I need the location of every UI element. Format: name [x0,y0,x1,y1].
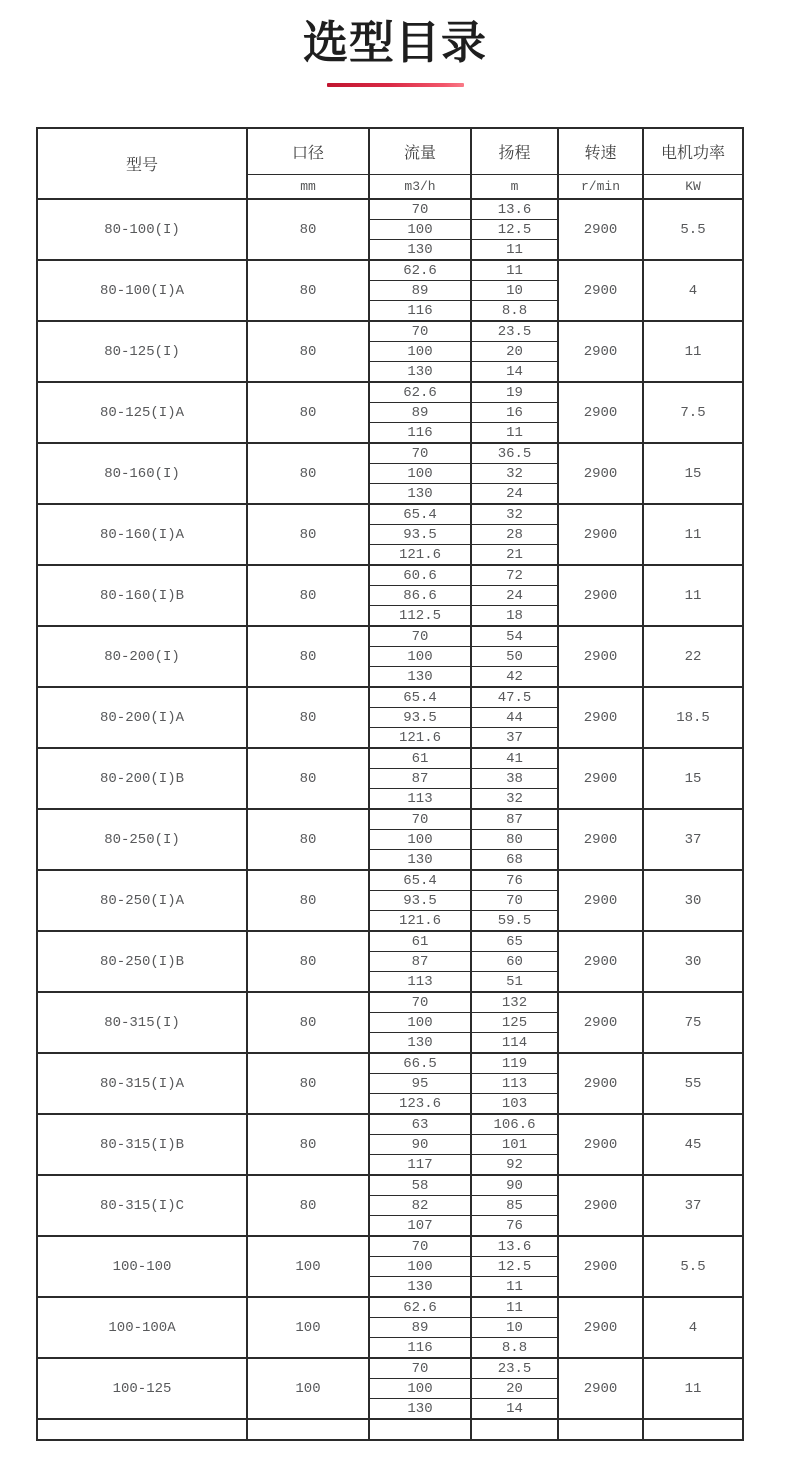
head-cell: 18 [471,606,558,627]
head-cell: 23.5 [471,321,558,342]
table-row [37,504,743,525]
flow-cell: 117 [369,1155,471,1176]
flow-cell: 130 [369,484,471,505]
table-row [37,1297,743,1318]
model-cell: 80-200(I) [37,626,247,687]
diameter-cell: 80 [247,321,369,382]
flow-cell: 60.6 [369,565,471,586]
diameter-cell: 80 [247,260,369,321]
power-cell: 11 [643,321,743,382]
speed-cell: 2900 [558,260,643,321]
diameter-cell: 80 [247,504,369,565]
flow-cell: 82 [369,1196,471,1216]
column-header-model: 型号 [37,128,247,199]
head-cell: 68 [471,850,558,871]
speed-cell: 2900 [558,809,643,870]
model-cell: 80-125(I)A [37,382,247,443]
speed-cell: 2900 [558,748,643,809]
speed-cell: 2900 [558,321,643,382]
model-cell: 100-100A [37,1297,247,1358]
speed-cell: 2900 [558,931,643,992]
diameter-cell: 80 [247,687,369,748]
head-cell: 24 [471,484,558,505]
speed-cell: 2900 [558,626,643,687]
flow-cell: 113 [369,789,471,810]
model-cell: 80-315(I)C [37,1175,247,1236]
diameter-cell: 100 [247,1297,369,1358]
model-cell: 80-315(I)B [37,1114,247,1175]
head-cell: 11 [471,260,558,281]
column-header-power: 电机功率 [643,128,743,175]
flow-cell: 130 [369,667,471,688]
head-cell: 14 [471,1399,558,1420]
flow-cell: 100 [369,1257,471,1277]
head-cell: 106.6 [471,1114,558,1135]
speed-cell: 2900 [558,1358,643,1419]
table-row [37,443,743,464]
head-cell: 13.6 [471,1236,558,1257]
diameter-cell: 100 [247,1236,369,1297]
power-cell: 5.5 [643,199,743,260]
head-cell: 114 [471,1033,558,1054]
model-cell: 80-250(I)A [37,870,247,931]
flow-cell: 113 [369,972,471,993]
diameter-cell: 80 [247,1114,369,1175]
flow-cell: 65.4 [369,687,471,708]
head-cell: 10 [471,281,558,301]
table-row [37,748,743,769]
head-cell: 11 [471,1297,558,1318]
model-cell: 80-160(I) [37,443,247,504]
flow-cell: 100 [369,830,471,850]
flow-cell: 130 [369,1277,471,1298]
flow-cell: 70 [369,321,471,342]
table-row [37,199,743,220]
diameter-cell: 80 [247,1053,369,1114]
power-cell: 11 [643,504,743,565]
unit-speed: r/min [558,175,643,200]
power-cell: 55 [643,1053,743,1114]
flow-cell: 95 [369,1074,471,1094]
flow-cell: 123.6 [369,1094,471,1115]
head-cell: 14 [471,362,558,383]
diameter-cell: 80 [247,870,369,931]
head-cell: 113 [471,1074,558,1094]
diameter-cell [247,1419,369,1440]
head-cell: 44 [471,708,558,728]
flow-cell: 112.5 [369,606,471,627]
table-row [37,626,743,647]
head-cell: 11 [471,1277,558,1298]
head-cell: 20 [471,342,558,362]
flow-cell: 130 [369,362,471,383]
model-cell: 80-100(I) [37,199,247,260]
head-cell: 38 [471,769,558,789]
flow-cell: 89 [369,403,471,423]
flow-cell [369,1419,471,1440]
flow-cell: 93.5 [369,708,471,728]
head-cell: 87 [471,809,558,830]
power-cell: 37 [643,809,743,870]
head-cell: 8.8 [471,1338,558,1359]
table-row [37,870,743,891]
head-cell: 132 [471,992,558,1013]
power-cell: 5.5 [643,1236,743,1297]
model-cell: 80-250(I)B [37,931,247,992]
head-cell: 19 [471,382,558,403]
table-row-clipped [37,1419,743,1440]
flow-cell: 70 [369,199,471,220]
model-cell: 80-200(I)B [37,748,247,809]
head-cell: 76 [471,870,558,891]
model-cell: 80-160(I)A [37,504,247,565]
flow-cell: 100 [369,647,471,667]
page-title: 选型目录 [302,16,487,69]
speed-cell: 2900 [558,870,643,931]
flow-cell: 130 [369,1399,471,1420]
model-cell: 100-100 [37,1236,247,1297]
head-cell: 60 [471,952,558,972]
flow-cell: 116 [369,423,471,444]
unit-head: m [471,175,558,200]
power-cell: 30 [643,870,743,931]
speed-cell: 2900 [558,1114,643,1175]
diameter-cell: 80 [247,1175,369,1236]
flow-cell: 70 [369,809,471,830]
head-cell: 119 [471,1053,558,1074]
head-cell: 54 [471,626,558,647]
power-cell: 11 [643,1358,743,1419]
power-cell: 4 [643,260,743,321]
head-cell: 32 [471,464,558,484]
head-cell: 50 [471,647,558,667]
model-cell: 80-315(I)A [37,1053,247,1114]
head-cell: 101 [471,1135,558,1155]
head-cell: 28 [471,525,558,545]
diameter-cell: 80 [247,931,369,992]
model-cell: 100-125 [37,1358,247,1419]
model-cell: 80-100(I)A [37,260,247,321]
table-row [37,687,743,708]
table-row [37,931,743,952]
flow-cell: 70 [369,1358,471,1379]
speed-cell: 2900 [558,199,643,260]
head-cell: 103 [471,1094,558,1115]
speed-cell: 2900 [558,1236,643,1297]
table-body [37,199,743,1440]
speed-cell: 2900 [558,1175,643,1236]
flow-cell: 87 [369,952,471,972]
unit-diameter: mm [247,175,369,200]
column-header-flow: 流量 [369,128,471,175]
model-cell: 80-200(I)A [37,687,247,748]
head-cell: 65 [471,931,558,952]
table-row [37,809,743,830]
column-header-speed: 转速 [558,128,643,175]
head-cell: 90 [471,1175,558,1196]
flow-cell: 90 [369,1135,471,1155]
table-row [37,1236,743,1257]
speed-cell: 2900 [558,504,643,565]
head-cell: 92 [471,1155,558,1176]
table-row [37,1175,743,1196]
flow-cell: 116 [369,301,471,322]
speed-cell [558,1419,643,1440]
flow-cell: 62.6 [369,260,471,281]
power-cell [643,1419,743,1440]
head-cell: 76 [471,1216,558,1237]
table-row [37,1358,743,1379]
flow-cell: 66.5 [369,1053,471,1074]
diameter-cell: 80 [247,809,369,870]
model-cell: 80-315(I) [37,992,247,1053]
flow-cell: 130 [369,1033,471,1054]
head-cell: 125 [471,1013,558,1033]
head-cell: 24 [471,586,558,606]
speed-cell: 2900 [558,565,643,626]
model-cell: 80-125(I) [37,321,247,382]
flow-cell: 100 [369,464,471,484]
table-row [37,260,743,281]
diameter-cell: 80 [247,199,369,260]
head-cell: 32 [471,789,558,810]
head-cell: 12.5 [471,220,558,240]
head-cell: 11 [471,423,558,444]
flow-cell: 93.5 [369,525,471,545]
head-cell: 85 [471,1196,558,1216]
head-cell: 51 [471,972,558,993]
diameter-cell: 80 [247,443,369,504]
flow-cell: 121.6 [369,911,471,932]
power-cell: 15 [643,748,743,809]
head-cell: 72 [471,565,558,586]
flow-cell: 100 [369,1379,471,1399]
flow-cell: 89 [369,281,471,301]
flow-cell: 130 [369,850,471,871]
power-cell: 37 [643,1175,743,1236]
flow-cell: 130 [369,240,471,261]
power-cell: 11 [643,565,743,626]
flow-cell: 63 [369,1114,471,1135]
speed-cell: 2900 [558,1297,643,1358]
speed-cell: 2900 [558,382,643,443]
flow-cell: 70 [369,992,471,1013]
power-cell: 4 [643,1297,743,1358]
unit-power: KW [643,175,743,200]
flow-cell: 87 [369,769,471,789]
head-cell: 41 [471,748,558,769]
table-row [37,565,743,586]
table-head [37,128,743,199]
diameter-cell: 80 [247,626,369,687]
head-cell: 42 [471,667,558,688]
flow-cell: 65.4 [369,504,471,525]
head-cell: 80 [471,830,558,850]
selection-table [36,127,744,1441]
head-cell: 16 [471,403,558,423]
head-cell: 70 [471,891,558,911]
flow-cell: 93.5 [369,891,471,911]
flow-cell: 86.6 [369,586,471,606]
head-cell: 37 [471,728,558,749]
head-cell: 8.8 [471,301,558,322]
table-row [37,321,743,342]
table-row [37,1053,743,1074]
head-cell: 32 [471,504,558,525]
head-cell [471,1419,558,1440]
head-cell: 47.5 [471,687,558,708]
flow-cell: 116 [369,1338,471,1359]
power-cell: 45 [643,1114,743,1175]
speed-cell: 2900 [558,1053,643,1114]
head-cell: 21 [471,545,558,566]
head-cell: 23.5 [471,1358,558,1379]
header-row [37,128,743,175]
flow-cell: 58 [369,1175,471,1196]
flow-cell: 121.6 [369,728,471,749]
power-cell: 7.5 [643,382,743,443]
title-underline-bar [327,83,464,87]
diameter-cell: 80 [247,748,369,809]
head-cell: 20 [471,1379,558,1399]
flow-cell: 89 [369,1318,471,1338]
flow-cell: 100 [369,220,471,240]
flow-cell: 62.6 [369,1297,471,1318]
flow-cell: 61 [369,748,471,769]
power-cell: 75 [643,992,743,1053]
flow-cell: 70 [369,1236,471,1257]
head-cell: 11 [471,240,558,261]
column-header-head: 扬程 [471,128,558,175]
table-row [37,1114,743,1135]
head-cell: 12.5 [471,1257,558,1277]
model-cell: 80-160(I)B [37,565,247,626]
head-cell: 13.6 [471,199,558,220]
speed-cell: 2900 [558,992,643,1053]
power-cell: 30 [643,931,743,992]
diameter-cell: 80 [247,565,369,626]
table-row [37,992,743,1013]
speed-cell: 2900 [558,443,643,504]
column-header-diameter: 口径 [247,128,369,175]
head-cell: 10 [471,1318,558,1338]
power-cell: 18.5 [643,687,743,748]
flow-cell: 121.6 [369,545,471,566]
flow-cell: 70 [369,443,471,464]
flow-cell: 62.6 [369,382,471,403]
speed-cell: 2900 [558,687,643,748]
flow-cell: 100 [369,342,471,362]
head-cell: 59.5 [471,911,558,932]
head-cell: 36.5 [471,443,558,464]
flow-cell: 70 [369,626,471,647]
flow-cell: 107 [369,1216,471,1237]
diameter-cell: 80 [247,992,369,1053]
table-row [37,382,743,403]
model-cell: 80-250(I) [37,809,247,870]
power-cell: 22 [643,626,743,687]
flow-cell: 61 [369,931,471,952]
model-cell [37,1419,247,1440]
unit-flow: m3/h [369,175,471,200]
diameter-cell: 80 [247,382,369,443]
diameter-cell: 100 [247,1358,369,1419]
flow-cell: 65.4 [369,870,471,891]
power-cell: 15 [643,443,743,504]
flow-cell: 100 [369,1013,471,1033]
